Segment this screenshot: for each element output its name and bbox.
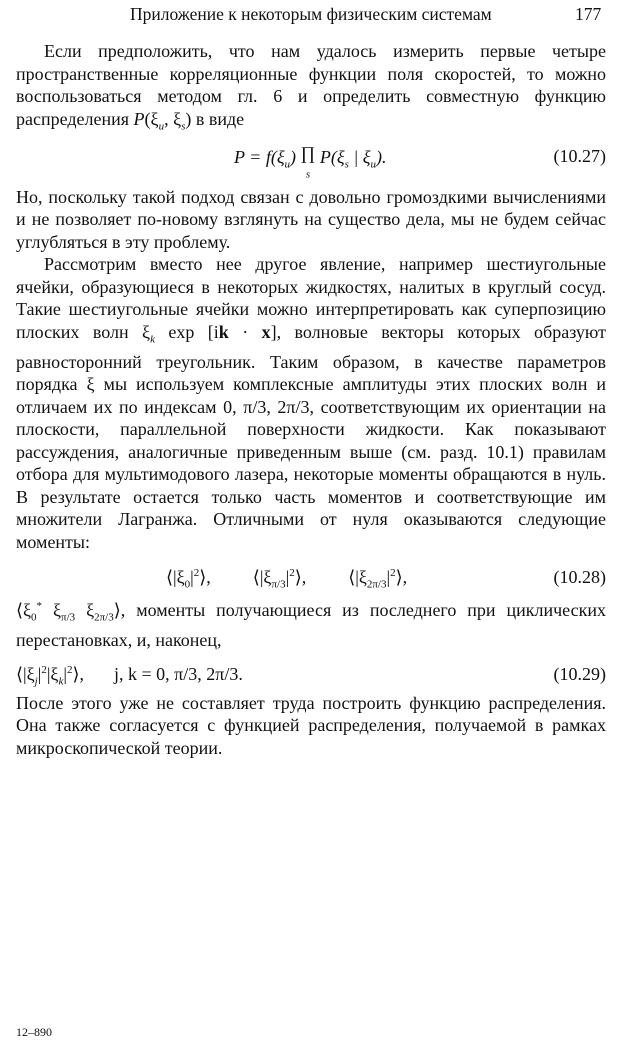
page-body [16,40,606,759]
equation-10-27 [16,138,606,186]
equation-10-27-number: (10.27) [553,145,606,166]
equation-10-28-number: (10.28) [553,567,606,588]
equation-10-29-indices: j, k = 0, π/3, 2π/3. [114,663,243,684]
equation-10-28-formula: $⟨|\xi_0|^2⟩$, $⟨|\xi_{\pi/3}|^2⟩$, $⟨|\xi_{2\pi/3}|^2⟩$, [166,567,408,591]
paragraph-5: После этого уже не составляет труда построить функцию распределения. Она также согласуется с функцией распределения, получаемой в рамках микроскопической теории. [16,692,606,758]
equation-10-29-formula: $⟨|\xi_j|^2|\xi_k|^2⟩$, j, k = 0, π/3, 2π/3. [16,663,243,688]
page-number: 177 [575,4,602,24]
paragraph-3: Рассмотрим вместо нее другое явление, например шестиугольные ячейки, образующиеся в некоторых жидкостях, налитых в круглый сосуд. Такие шестиугольные ячейки можно интерпретировать как суперпозицию плоских волн $\xi_k$ exp [ik · x], волновые векторы которых образуют равносторонний треугольник. Таким образом, в качестве параметров порядка ξ мы используем комплексные амплитуды этих плоских волн и отличаем их по индексам 0, π/3, 2π/3, соответствующим их ориентации на плоскости, параллельной поверхности жидкости. Как показывают рассуждения, аналогичные приведенным выше (см. разд. 10.1) правилам отбора для мультимодового лазера, некоторые моменты обращаются в нуль. В результате остается только часть моментов и соответствующие им множители Лагранжа. Отличными от нуля оказываются следующие моменты: [16,254,607,552]
equation-10-29-number: (10.29) [553,663,606,684]
signature-mark: 12–890 [16,1025,52,1039]
page-header [0,4,620,28]
running-head: Приложение к некоторым физическим системам [130,4,492,24]
equation-10-27-formula: $P = f(\xi_u)$ ∏ $_s$ $P(\xi_s$ | $\xi_u$). [234,142,387,181]
paragraph-2: Но, поскольку такой подход связан с довольно громоздкими вычислениями и не позволяет по-новому взглянуть на существо дела, мы не будем сейчас углубляться в эту проблему. [16,186,606,252]
paragraph-1: Если предположить, что нам удалось измерить первые четыре пространственные корреляционные функции поля скоростей, то можно воспользоваться методом гл. 6 и определить совместную функцию распределения $P(\xi_u$, $\xi_s$) в виде [16,41,606,133]
equation-10-28 [16,559,606,595]
paragraph-4: $⟨\xi_0^*$ $\xi_{\pi/3}$ $\xi_{2\pi/3}⟩$, моменты получающиеся из последнего при циклических перестановках, и, наконец, [16,600,606,651]
equation-10-29 [16,656,606,692]
